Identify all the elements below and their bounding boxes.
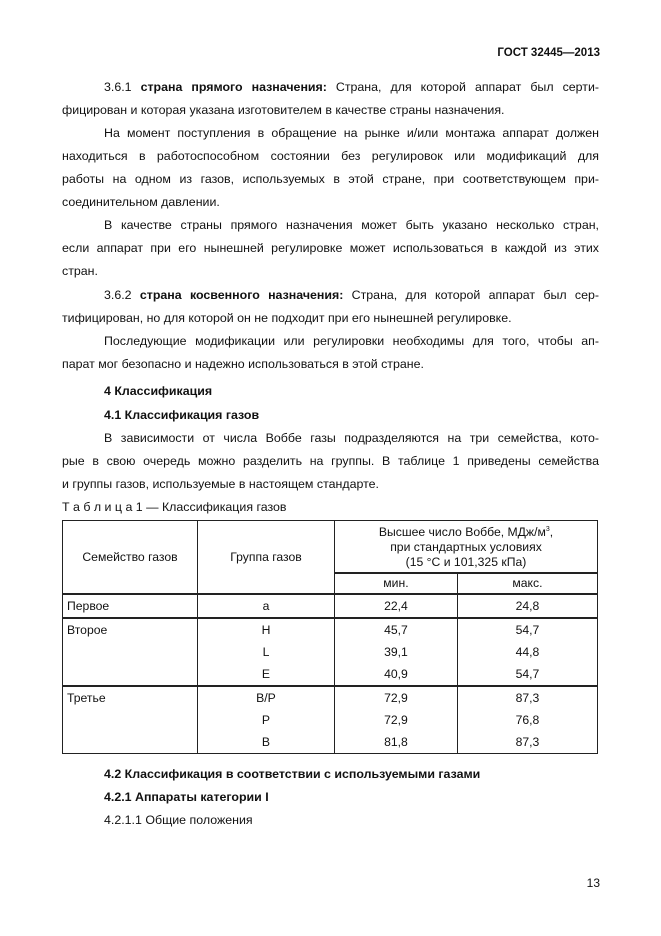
table-row [63, 709, 598, 731]
table-caption: Т а б л и ц а 1 — Классификация газов [62, 500, 287, 514]
cell-max: 24,8 [457, 594, 597, 618]
header-wobbe: Высшее число Воббе, МДж/$м^3$, при стандартных условиях (15 °С и 101,325 кПа) [335, 521, 598, 573]
cell-max: 87,3 [457, 686, 597, 709]
text-line: В качестве страны прямого назначения может быть указано несколько стран, [104, 218, 599, 232]
cell-family [63, 731, 198, 754]
cell-max: 44,8 [457, 641, 597, 663]
document-header: ГОСТ 32445—2013 [497, 47, 600, 59]
cell-min: 22,4 [335, 594, 458, 618]
cell-group: E [198, 663, 335, 686]
cell-family: Третье [63, 686, 198, 709]
subsection-heading: 4.1 Классификация газов [104, 408, 260, 422]
text-line: парат мог безопасно и надежно использоваться в этой стране. [62, 357, 424, 371]
text-line: работы на одном из газов, используемых в этой стране, при соответствующем при- [62, 172, 599, 186]
header-group: Группа газов [198, 521, 335, 594]
cell-min: 45,7 [335, 618, 458, 641]
cell-group: P [198, 709, 335, 731]
cell-max: 76,8 [457, 709, 597, 731]
cell-family: Второе [63, 618, 198, 641]
table-row [63, 641, 598, 663]
cell-max: 54,7 [457, 663, 597, 686]
section-heading: 4 Классификация [104, 384, 213, 398]
text-line: фицирован и которая указана изготовителем в качестве страны назначения. [62, 103, 505, 117]
text-line: Последующие модификации или регулировки необходимы для того, чтобы ап- [104, 334, 599, 348]
table-row [63, 731, 598, 754]
text-line: рые в свою очередь можно разделить на группы. В таблице 1 приведены семейства [62, 454, 599, 468]
cell-group: B [198, 731, 335, 754]
cell-max: 87,3 [457, 731, 597, 754]
cell-group: H [198, 618, 335, 641]
cell-group: a [198, 594, 335, 618]
subsection-heading: 4.2.1.1 Общие положения [104, 813, 253, 827]
header-max: макс. [457, 573, 597, 594]
subsection-heading: 4.2.1 Аппараты категории I [104, 790, 269, 804]
table-row [63, 686, 598, 709]
text-line: В зависимости от числа Воббе газы подразделяются на три семейства, кото- [104, 431, 599, 445]
table-row [63, 594, 598, 618]
text-line: соединительном давлении. [62, 195, 220, 209]
cell-group: B/P [198, 686, 335, 709]
cell-min: 39,1 [335, 641, 458, 663]
text-line: 3.6.1 страна прямого назначения: Страна, для которой аппарат был серти- [104, 80, 599, 94]
cell-max: 54,7 [457, 618, 597, 641]
text-line: 3.6.2 страна косвенного назначения: Страна, для которой аппарат был сер- [104, 288, 599, 302]
cell-family [63, 641, 198, 663]
table-row [63, 663, 598, 686]
header-min: мин. [335, 573, 458, 594]
cell-min: 72,9 [335, 686, 458, 709]
page-number: 13 [586, 876, 600, 890]
header-family: Семейство газов [63, 521, 198, 594]
text-line: находиться в работоспособном состоянии без регулировок или модификаций для [62, 149, 599, 163]
cell-family [63, 663, 198, 686]
cell-min: 81,8 [335, 731, 458, 754]
table-row [63, 618, 598, 641]
cell-family [63, 709, 198, 731]
gas-classification-table [62, 520, 598, 754]
text-line: тифицирован, но для которой он не подходит при его нынешней регулировке. [62, 311, 512, 325]
term-indirect-destination: страна косвенного назначения: [139, 288, 344, 302]
text-line: На момент поступления в обращение на рынке и/или монтажа аппарат должен [104, 126, 599, 140]
cell-group: L [198, 641, 335, 663]
subsection-heading: 4.2 Классификация в соответствии с используемыми газами [104, 767, 481, 781]
cell-family: Первое [63, 594, 198, 618]
cell-min: 72,9 [335, 709, 458, 731]
text-line: и группы газов, используемые в настоящем стандарте. [62, 477, 379, 491]
text-line: стран. [62, 264, 98, 278]
text-line: если аппарат при его нынешней регулировке может использоваться в каждой из этих [62, 241, 599, 255]
cell-min: 40,9 [335, 663, 458, 686]
term-direct-destination: страна прямого назначения: [140, 80, 327, 94]
